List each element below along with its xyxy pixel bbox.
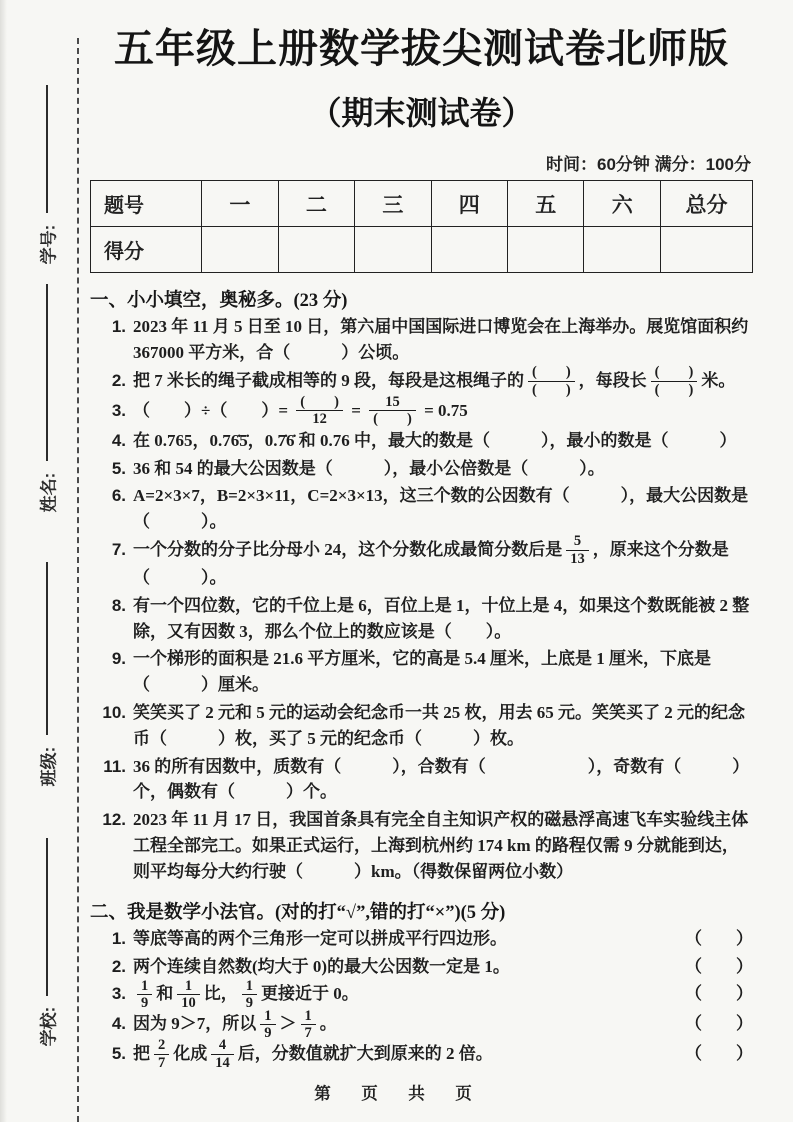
- question-number: 11.: [103, 756, 126, 776]
- answer-bracket: （ ）: [685, 928, 753, 948]
- question-text: 两个连续自然数(均大于 0)的最大公因数一定是 1。: [133, 956, 510, 976]
- school-label-text: 学校:: [39, 1006, 59, 1046]
- question-number: 2.: [111, 956, 126, 976]
- question-text: （ ）÷（ ）= $\frac{( )}{12}$ = $\frac{15}{( )}$ = 0.75: [133, 394, 468, 428]
- answer-bracket: （ ）: [685, 1014, 753, 1034]
- class-label: [30, 736, 64, 796]
- fraction: $\frac{1}{10}$: [177, 978, 200, 1011]
- fraction: $\frac{1}{9}$: [242, 978, 257, 1011]
- student-name-label: [30, 462, 64, 522]
- score-cell: [278, 227, 354, 273]
- score-cell: [202, 227, 278, 273]
- question-text: 一个梯形的面积是 21.6 平方厘米，它的高是 5.4 厘米，上底是 1 厘米，下底是（ ）厘米。: [133, 649, 711, 695]
- question-item: [90, 700, 753, 752]
- question-text: 2023 年 11 月 17 日，我国首条具有完全自主知识产权的磁悬浮高速飞车实验线主体工程全部完工。如果正式运行，上海到杭州约 174 km 的路程仅需 9 分就能到达，则平均每分大约行驶（ ）km。（得数保留两位小数）: [133, 810, 749, 881]
- score-row-label: 得分: [91, 227, 202, 273]
- question-item: [90, 807, 753, 884]
- score-table-question-col: 四: [431, 181, 507, 227]
- answer-bracket: （ ）: [685, 984, 753, 1004]
- question-item: [90, 1007, 753, 1041]
- score-table-corner-label: 题号: [91, 181, 202, 227]
- student-name-write-line: [46, 284, 48, 461]
- class-write-line: [46, 562, 48, 735]
- fraction: $\frac{15}{( )}$: [369, 394, 416, 427]
- question-item: [90, 456, 753, 482]
- page-title: 五年级上册数学拔尖测试卷北师版: [114, 27, 729, 71]
- question-item: [90, 754, 753, 806]
- answer-bracket: （ ）: [685, 956, 753, 976]
- question-item: [90, 483, 753, 535]
- class-label-text: 班级:: [39, 746, 59, 786]
- score-cell: [355, 227, 431, 273]
- dashed-separator-line: [77, 38, 79, 1122]
- fraction: $\frac{2}{7}$: [154, 1037, 169, 1070]
- question-item: [90, 364, 753, 398]
- score-cell: [431, 227, 507, 273]
- question-number: 5.: [111, 1044, 126, 1064]
- question-number: 5.: [111, 458, 126, 478]
- question-text: 笑笑买了 2 元和 5 元的运动会纪念币一共 25 枚，用去 65 元。笑笑买了 2 元的纪念币（ ）枚，买了 5 元的纪念币（ ）枚。: [133, 702, 745, 748]
- page-footer: 第 页 共 页: [314, 1084, 479, 1103]
- question-item: [90, 954, 753, 980]
- paper-content: [90, 0, 753, 1071]
- score-cell: [660, 227, 752, 273]
- question-number: 1.: [111, 928, 126, 948]
- section-1-questions: [90, 314, 753, 884]
- section-2-questions: [90, 926, 753, 1069]
- question-text: 把 7 米长的绳子截成相等的 9 段，每段是这根绳子的 $\frac{( )}{( )}$ ，每段长 $\frac{( )}{( )}$ 米。: [133, 364, 736, 398]
- score-cell: [508, 227, 584, 273]
- question-text: 一个分数的分子比分母小 24，这个分数化成最简分数后是 $\frac{5}{13}$ ，原来这个分数是（ ）。: [133, 533, 729, 587]
- fraction: $\frac{1}{9}$: [260, 1008, 275, 1041]
- exam-meta: 时间：60分钟 满分：100分: [546, 155, 751, 175]
- score-table-question-col: 一: [202, 181, 278, 227]
- question-number: 4.: [111, 430, 126, 450]
- question-text: 因为 9＞7，所以 $\frac{1}{9}$ ＞ $\frac{1}{7}$ 。: [133, 1007, 337, 1041]
- question-text: 有一个四位数，它的千位上是 6，百位上是 1，十位上是 4，如果这个数既能被 2 整除，又有因数 3，那么个位上的数应该是（ ）。: [133, 595, 750, 641]
- question-number: 4.: [111, 1014, 126, 1034]
- question-item: [90, 314, 753, 366]
- fraction: $\frac{( )}{12}$: [296, 394, 343, 427]
- question-text: 等底等高的两个三角形一定可以拼成平行四边形。: [133, 928, 507, 948]
- answer-bracket: （ ）: [685, 1044, 753, 1064]
- question-item: [90, 977, 753, 1012]
- student-id-write-line: [46, 85, 48, 213]
- fraction: $\frac{4}{14}$: [211, 1037, 234, 1070]
- question-number: 12.: [102, 810, 126, 830]
- score-table-question-col: 六: [584, 181, 660, 227]
- question-item: [90, 394, 753, 428]
- section-1-heading: 一、小小填空，奥秘多。(23 分): [90, 291, 348, 312]
- school-label: [30, 996, 64, 1056]
- question-number: 3.: [111, 984, 126, 1004]
- question-text: 2023 年 11 月 5 日至 10 日，第六届中国国际进口博览会在上海举办。展览馆面积约 367000 平方米，合（ ）公顷。: [133, 317, 749, 363]
- fraction: $\frac{1}{9}$: [137, 978, 152, 1011]
- question-item: [90, 593, 753, 645]
- question-text: $\frac{1}{9}$ 和 $\frac{1}{10}$ 比， $\frac{1}{9}$ 更接近于 0。: [133, 981, 675, 1009]
- fraction: $\frac{( )}{( )}$: [651, 364, 698, 397]
- question-number: 3.: [111, 400, 126, 420]
- score-table: [90, 180, 753, 273]
- student-id-label-text: 学号:: [39, 224, 59, 264]
- question-text: 把 $\frac{2}{7}$ 化成 $\frac{4}{14}$ 后，分数值就扩大到原来的 2 倍。: [133, 1037, 493, 1071]
- school-write-line: [46, 838, 48, 996]
- question-text: 在 0.765，0.76̇5̇，0.7̇6̇ 和 0.76 中，最大的数是（ ），最小的数是（ ）: [133, 430, 737, 450]
- question-number: 2.: [111, 371, 126, 391]
- question-item: [90, 428, 753, 454]
- section-2-heading: 二、我是数学小法官。(对的打“√”,错的打“×”)(5 分): [90, 902, 506, 923]
- score-table-question-col: 二: [278, 181, 354, 227]
- question-item: [90, 646, 753, 698]
- fraction: $\frac{( )}{( )}$: [528, 364, 575, 397]
- page-subtitle: （期末测试卷）: [309, 95, 534, 131]
- fraction: $\frac{5}{13}$: [566, 533, 589, 566]
- fraction: $\frac{1}{7}$: [301, 1008, 316, 1041]
- student-id-label: [30, 214, 64, 274]
- question-item: [90, 1037, 753, 1071]
- question-number: 6.: [111, 486, 126, 506]
- scan-edge-shadow: [0, 0, 7, 1122]
- question-text: 36 和 54 的最大公因数是（ ），最小公倍数是（ ）。: [133, 458, 605, 478]
- score-table-question-col: 三: [355, 181, 431, 227]
- question-number: 8.: [111, 595, 126, 615]
- question-text: A=2×3×7，B=2×3×11，C=2×3×13，这三个数的公因数有（ ），最大公因数是（ ）。: [133, 486, 749, 532]
- question-number: 1.: [111, 317, 126, 337]
- question-number: 10.: [102, 702, 126, 722]
- score-cell: [584, 227, 660, 273]
- score-table-question-col: 总分: [660, 181, 752, 227]
- student-name-label-text: 姓名:: [39, 472, 59, 512]
- question-item: [90, 926, 753, 952]
- question-text: 36 的所有因数中，质数有（ ），合数有（ ），奇数有（ ）个，偶数有（ ）个。: [133, 756, 750, 802]
- question-number: 9.: [111, 649, 126, 669]
- score-table-question-col: 五: [508, 181, 584, 227]
- question-number: 7.: [111, 540, 126, 560]
- question-item: [90, 533, 753, 591]
